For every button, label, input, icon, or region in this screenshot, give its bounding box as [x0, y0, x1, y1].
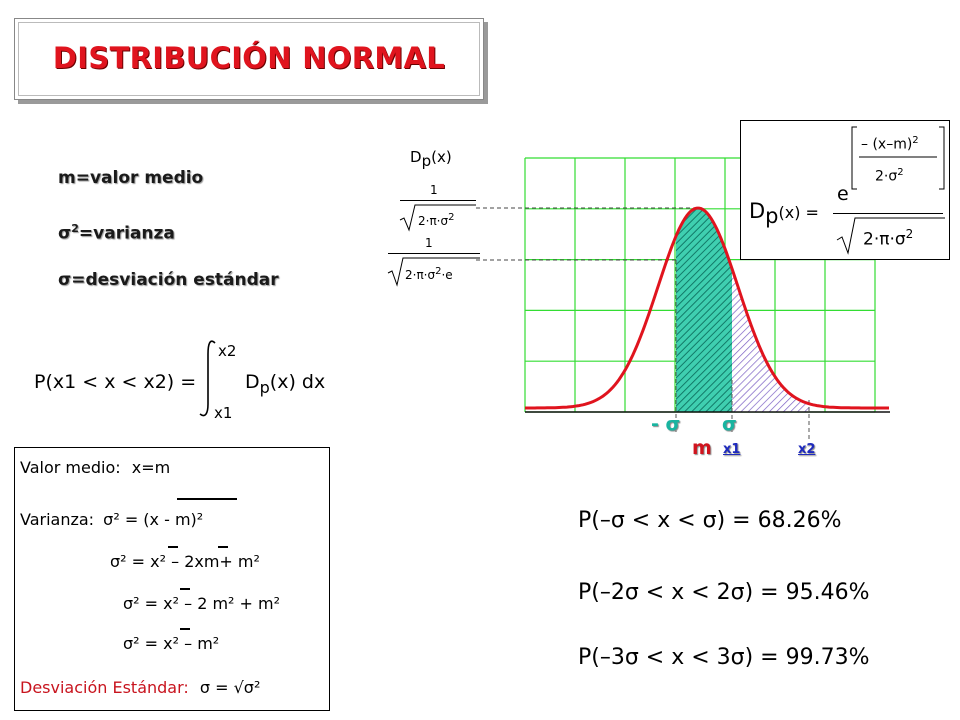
variance-row [20, 510, 203, 529]
mean-row [20, 458, 170, 477]
tick-bottom-den: 2·π·σ [405, 268, 436, 282]
page-title: DISTRIBUCIÓN NORMAL [52, 41, 446, 75]
integrand-d: D [245, 371, 260, 393]
tick-top-numerator: 1 [430, 183, 438, 197]
formula-d: D [749, 199, 766, 223]
stddev-label: Desviación Estándar: [20, 678, 189, 697]
label-m: m [692, 437, 712, 459]
formula-exp-numerator [861, 135, 919, 153]
integral-lower: x1 [214, 404, 233, 422]
integral-upper: x2 [218, 342, 237, 360]
teal-area [676, 150, 732, 412]
integrand-sub: p [259, 377, 270, 397]
tick-bottom-e: ·e [441, 268, 453, 282]
definition-stddev: σ=desviación estándar [58, 270, 279, 290]
title-box [14, 18, 484, 100]
formula-lhs [749, 199, 819, 228]
overline-2b [218, 546, 228, 548]
formula-exp-denominator [875, 167, 904, 185]
variance-line-2: σ² = x² – 2xm+ m² [110, 552, 260, 571]
exp-num-sup: 2 [912, 135, 919, 146]
label-neg-sigma: - σ [651, 413, 681, 435]
formula-den-sup: 2 [905, 227, 914, 241]
tick-top-den: 2·π·σ [418, 214, 449, 228]
probability-3sigma: P(–3σ < x < 3σ) = 99.73% [578, 645, 870, 670]
tick-bottom-numerator: 1 [425, 236, 433, 250]
probability-1sigma: P(–σ < x < σ) = 68.26% [578, 508, 842, 533]
integral-integrand [245, 371, 325, 397]
formula-e: e [837, 183, 849, 205]
variance-line-1: σ² = (x - m)² [103, 510, 204, 529]
variance-line-4: σ² = x² – m² [123, 634, 220, 653]
formula-den: 2·π·σ [863, 229, 906, 250]
variance-superscript: 2 [71, 222, 79, 235]
formula-d-sub: p [765, 204, 779, 229]
variance-line-3: σ² = x² – 2 m² + m² [123, 594, 281, 613]
stats-box [14, 447, 330, 711]
tick-bottom-sup: 2 [435, 266, 442, 277]
overline-3 [180, 588, 190, 590]
formula-lhs-arg: (x) = [778, 203, 819, 222]
y-label-sub: p [421, 152, 432, 170]
definition-mean: m=valor medio [58, 168, 204, 188]
label-sigma: σ [722, 413, 737, 435]
definition-variance [58, 222, 175, 244]
stddev-expression: σ = √σ² [199, 678, 261, 697]
probability-2sigma: P(–2σ < x < 2σ) = 95.46% [578, 580, 870, 605]
mean-label: Valor medio: [20, 458, 121, 477]
stddev-row [20, 678, 260, 697]
label-x2: x2 [798, 442, 816, 457]
exp-den-sup: 2 [897, 167, 904, 178]
exp-den: 2·σ [875, 168, 898, 185]
overline-4 [180, 628, 190, 630]
y-label-d: D [410, 148, 422, 166]
formula-fraction-bar [833, 213, 943, 214]
integral-lhs: P(x1 < x < x2) = [34, 371, 197, 393]
label-x1: x1 [723, 442, 741, 457]
mean-expression: x=m [131, 458, 171, 477]
formula-denominator [863, 227, 913, 250]
integrand-rest: (x) dx [269, 371, 326, 393]
variance-symbol: σ [58, 223, 72, 244]
density-formula-box [740, 120, 950, 260]
variance-text: =varianza [78, 223, 175, 244]
y-label-arg: (x) [431, 148, 452, 166]
exp-num: – (x–m) [861, 136, 913, 153]
overline-2a [168, 546, 178, 548]
variance-label: Varianza: [20, 510, 95, 529]
tick-top-sup: 2 [448, 212, 455, 223]
